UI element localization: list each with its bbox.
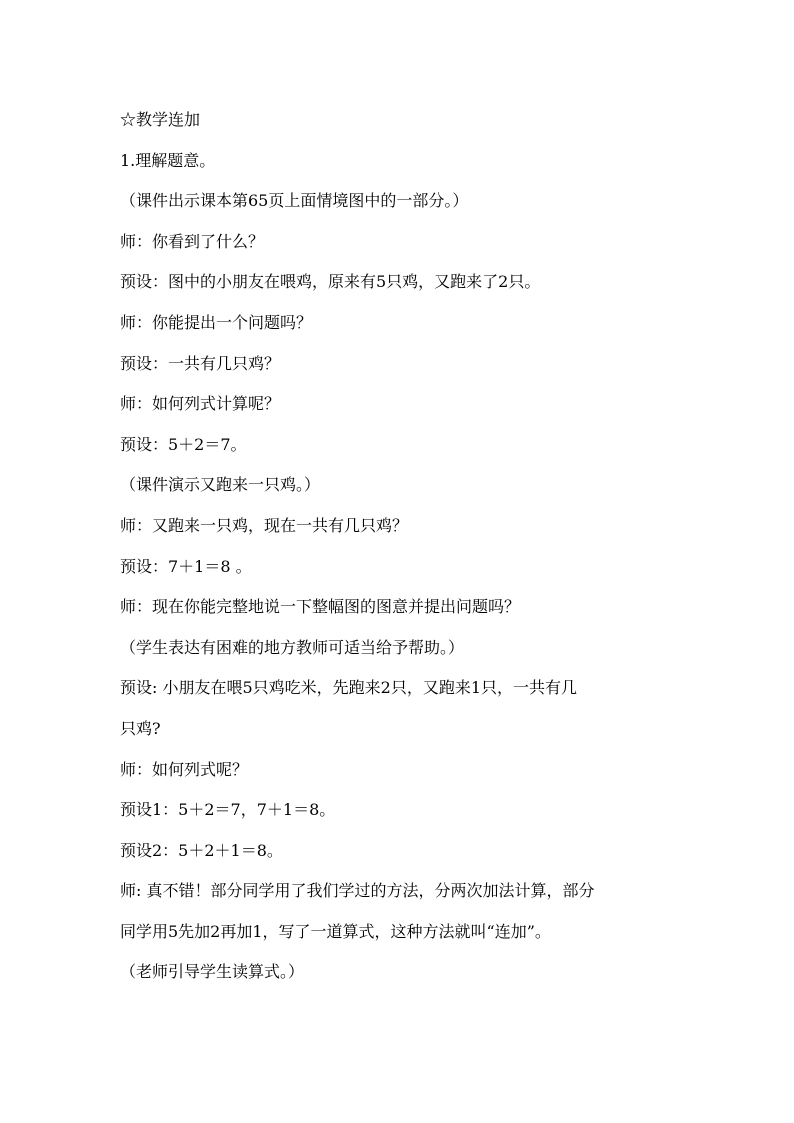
instruction-note: （老师引导学生读算式。） — [120, 962, 305, 982]
teacher-line: 师：又跑来一只鸡，现在一共有几只鸡？ — [120, 515, 409, 535]
preset-answer: 预设1：5＋2＝7，7＋1＝8。 — [120, 800, 336, 820]
teacher-line: 师：你看到了什么？ — [120, 231, 265, 251]
teacher-line: 师：如何列式呢？ — [120, 759, 249, 779]
preset-answer: 预设2：5＋2＋1＝8。 — [120, 840, 283, 860]
instruction-note: （课件出示课本第65页上面情境图中的一部分。） — [120, 191, 469, 211]
instruction-note: （学生表达有困难的地方教师可适当给予帮助。） — [120, 637, 465, 657]
preset-answer: 预设：5＋2＝7。 — [120, 434, 247, 454]
preset-answer: 预设：7＋1＝8 。 — [120, 556, 252, 576]
preset-answer-continued: 只鸡? — [120, 718, 161, 738]
preset-answer: 预设：图中的小朋友在喂鸡，原来有5只鸡，又跑来了2只。 — [120, 272, 541, 292]
preset-answer: 预设: 小朋友在喂5只鸡吃米，先跑来2只，又跑来1只，一共有几 — [120, 678, 578, 698]
teacher-line: 师：如何列式计算呢？ — [120, 394, 281, 414]
teacher-line: 师：现在你能完整地说一下整幅图的图意并提出问题吗？ — [120, 597, 521, 617]
section-heading: ☆教学连加 — [120, 110, 201, 129]
teacher-line: 师：你能提出一个问题吗？ — [120, 312, 313, 332]
instruction-note: （课件演示又跑来一只鸡。） — [120, 475, 321, 495]
preset-answer: 预设：一共有几只鸡？ — [120, 353, 281, 373]
teacher-line: 师: 真不错！部分同学用了我们学过的方法，分两次加法计算，部分 — [120, 881, 595, 901]
teacher-line-continued: 同学用5先加2再加1，写了一道算式，这种方法就叫“连加”。 — [120, 921, 551, 941]
subsection-heading: 1.理解题意。 — [120, 150, 216, 170]
document-body — [120, 100, 680, 993]
